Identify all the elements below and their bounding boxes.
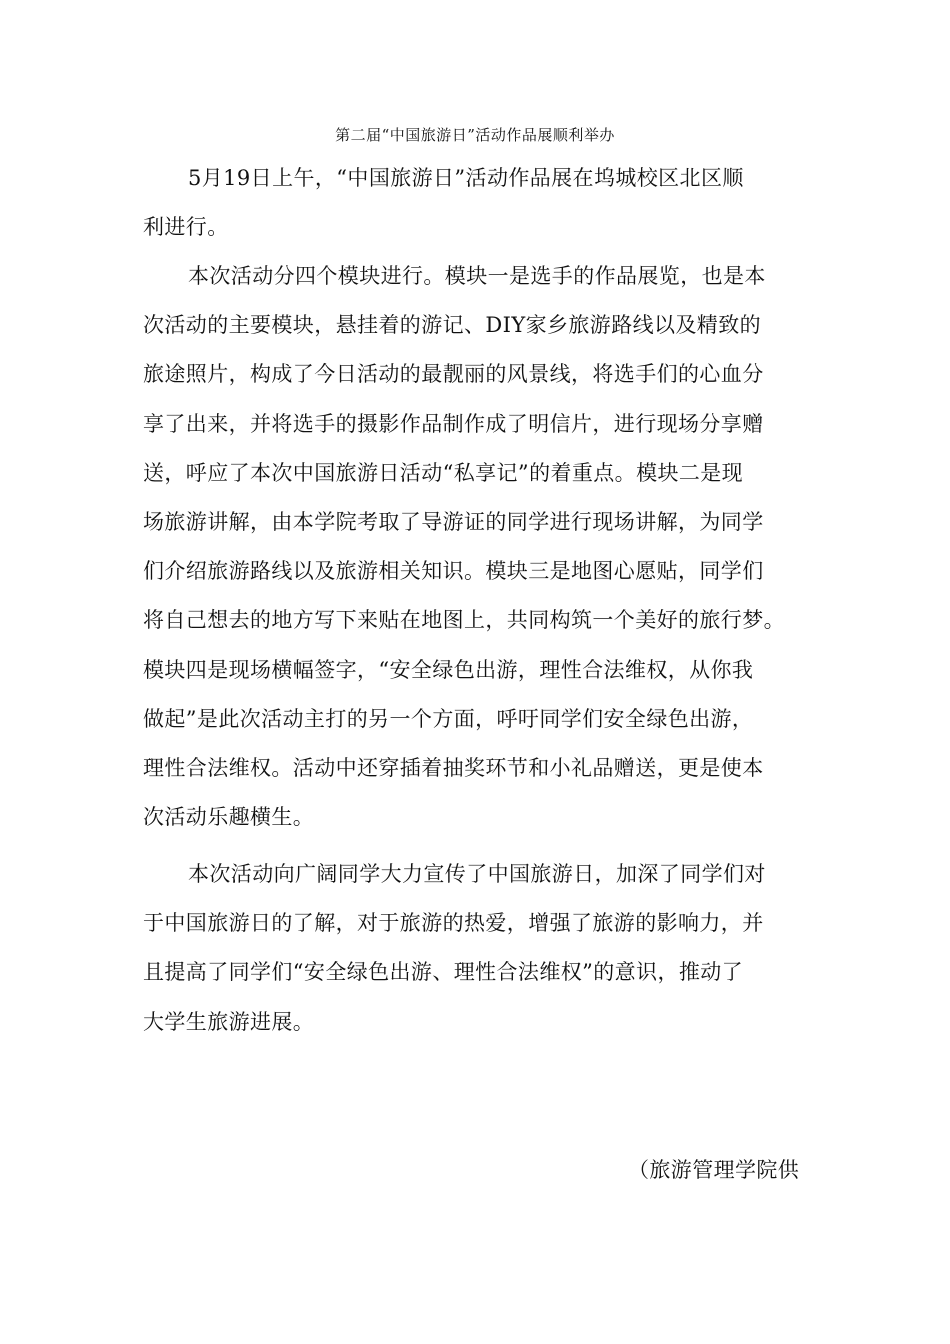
document-title: 第二届“中国旅游日”活动作品展顺利举办 [335, 126, 615, 144]
paragraph-line: 们介绍旅游路线以及旅游相关知识。模块三是地图心愿贴，同学们 [143, 559, 764, 584]
paragraph-line: 于中国旅游日的了解，对于旅游的热爱，增强了旅游的影响力，并 [143, 911, 764, 936]
paragraph-line: 次活动的主要模块，悬挂着的游记、DIY家乡旅游路线以及精致的 [143, 313, 761, 338]
paragraph-line: 且提高了同学们“安全绿色出游、理性合法维权”的意识，推动了 [143, 960, 744, 985]
paragraph-line: 享了出来，并将选手的摄影作品制作成了明信片，进行现场分享赠 [143, 411, 764, 436]
paragraph-line: 做起”是此次活动主打的另一个方面，呼吁同学们安全绿色出游， [143, 706, 754, 731]
paragraph-line: 利进行。 [143, 215, 229, 240]
paragraph-line: 5月19日上午，“中国旅游日”活动作品展在坞城校区北区顺 [188, 166, 744, 190]
paragraph-line: 本次活动向广阔同学大力宣传了中国旅游日，加深了同学们对 [188, 862, 766, 886]
paragraph-line: 将自己想去的地方写下来贴在地图上，共同构筑一个美好的旅行梦。 [143, 608, 785, 633]
paragraph-line: 旅途照片，构成了今日活动的最靓丽的风景线，将选手们的心血分 [143, 362, 764, 387]
paragraph-2 [143, 252, 813, 842]
paragraph-line: 大学生旅游进展。 [143, 1009, 315, 1034]
paragraph-1 [143, 154, 813, 252]
source-attribution: （旅游管理学院供 [628, 1158, 800, 1182]
paragraph-line: 场旅游讲解，由本学院考取了导游证的同学进行现场讲解，为同学 [143, 509, 764, 534]
paragraph-line: 理性合法维权。活动中还穿插着抽奖环节和小礼品赠送，更是使本 [143, 755, 764, 780]
paragraph-line: 模块四是现场横幅签字，“安全绿色出游，理性合法维权，从你我 [143, 657, 754, 682]
paragraph-line: 次活动乐趣横生。 [143, 805, 315, 830]
paragraph-line: 本次活动分四个模块进行。模块一是选手的作品展览，也是本 [188, 264, 766, 288]
paragraph-3 [143, 850, 813, 1047]
paragraph-line: 送，呼应了本次中国旅游日活动“私享记”的着重点。模块二是现 [143, 460, 744, 485]
